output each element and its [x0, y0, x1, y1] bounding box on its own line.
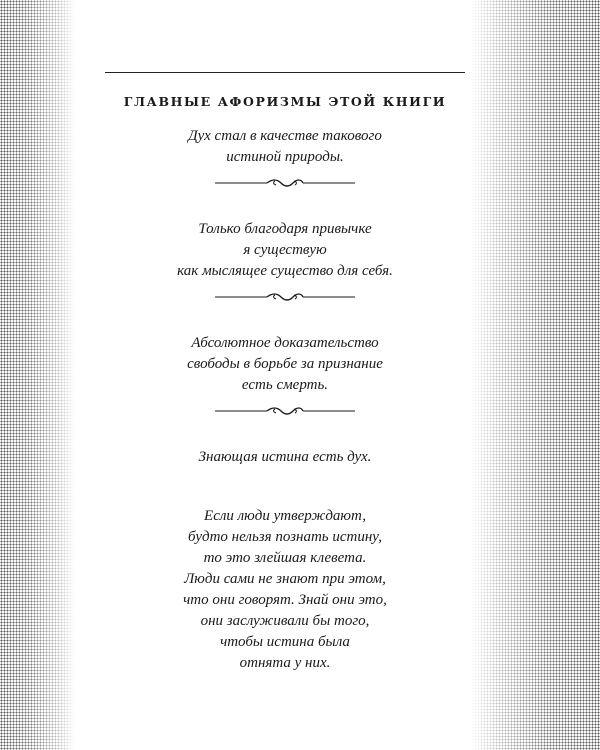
- aphorism-line: есть смерть.: [241, 377, 329, 393]
- aphorism-line: истиной природы.: [226, 149, 344, 165]
- aphorism-list: [92, 126, 478, 674]
- aphorism-line: что они говорят. Знай они это,: [183, 592, 387, 608]
- aphorism-5: [92, 506, 478, 674]
- aphorism-1: [92, 126, 478, 189]
- aphorism-line: Если люди утверждают,: [204, 508, 366, 524]
- spacer: [92, 468, 478, 506]
- aphorism-line: Только благодаря привычке: [198, 221, 372, 237]
- flourish-divider-icon: [215, 405, 355, 417]
- halftone-border-right: [471, 0, 600, 750]
- aphorism-line: свободы в борьбе за признание: [187, 356, 383, 372]
- page-title: ГЛАВНЫЕ АФОРИЗМЫ ЭТОЙ КНИГИ: [123, 94, 447, 109]
- spacer: [92, 417, 478, 447]
- spacer: [92, 189, 478, 219]
- aphorism-line: Абсолютное доказательство: [191, 335, 379, 351]
- spacer: [92, 303, 478, 333]
- aphorism-line: отнята у них.: [239, 655, 331, 671]
- flourish-divider-icon: [215, 291, 355, 303]
- aphorism-line: будто нельзя познать истину,: [188, 529, 382, 545]
- aphorism-line: Знающая истина есть дух.: [198, 449, 372, 465]
- aphorism-line: чтобы истина была: [220, 634, 350, 650]
- aphorism-line: они заслуживали бы того,: [200, 613, 370, 629]
- aphorism-3: [92, 333, 478, 417]
- aphorism-line: Люди сами не знают при этом,: [184, 571, 386, 587]
- aphorism-2: [92, 219, 478, 303]
- top-rule: [105, 72, 465, 73]
- book-page: [92, 0, 478, 750]
- aphorism-4: [92, 447, 478, 468]
- aphorism-line: то это злейшая клевета.: [203, 550, 367, 566]
- flourish-divider-icon: [215, 177, 355, 189]
- halftone-border-left: [0, 0, 75, 750]
- aphorism-line: Дух стал в качестве такового: [188, 128, 382, 144]
- aphorism-line: как мыслящее существо для себя.: [177, 263, 393, 279]
- aphorism-line: я существую: [243, 242, 327, 258]
